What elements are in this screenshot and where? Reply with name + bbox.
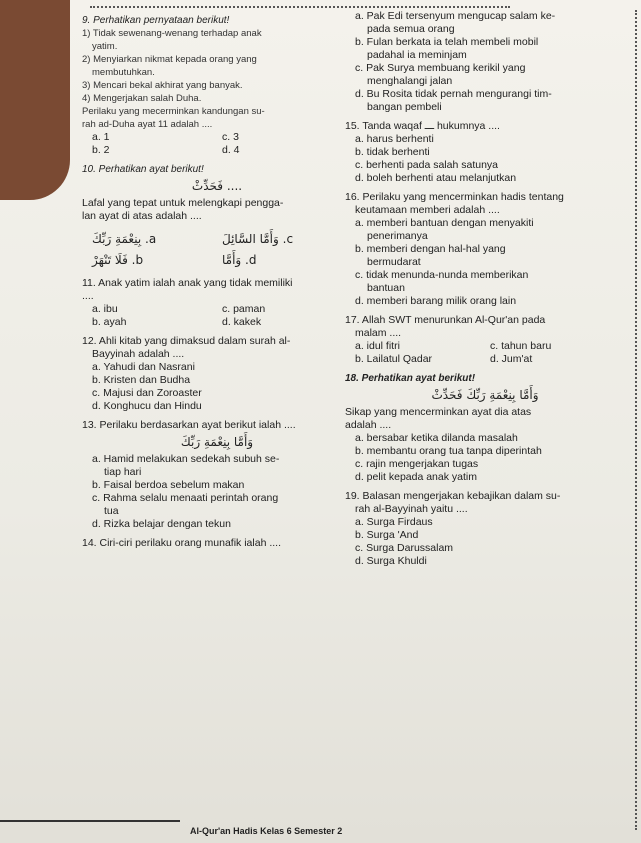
q15-text: 15. Tanda waqaf ـــ hukumnya ....	[345, 120, 500, 132]
q9-option: padahal ia meminjam	[367, 49, 467, 61]
q10-text: lan ayat di atas adalah ....	[82, 210, 202, 222]
question-10	[82, 163, 352, 271]
q9-option: c. 3	[222, 131, 239, 143]
q16-text: 16. Perilaku yang mencerminkan hadis tentang	[345, 191, 564, 203]
q9-option: menghalangi jalan	[367, 75, 453, 87]
q15-option: b. tidak berhenti	[355, 146, 430, 158]
question-9-continued	[345, 10, 625, 114]
q14-text: 14. Ciri-ciri perilaku orang munafik ialah ....	[82, 537, 281, 549]
q9-item: 2) Menyiarkan nikmat kepada orang yang	[82, 54, 257, 65]
q12-option: a. Yahudi dan Nasrani	[92, 361, 195, 373]
q18-heading: 18. Perhatikan ayat berikut!	[345, 373, 476, 384]
question-9	[82, 14, 352, 157]
q12-option: d. Konghucu dan Hindu	[92, 400, 202, 412]
left-column	[82, 14, 352, 550]
question-12	[82, 335, 352, 413]
q17-text: 17. Allah SWT menurunkan Al-Qur'an pada	[345, 314, 546, 326]
q9-option: a. Pak Edi tersenyum mengucap salam ke-	[355, 10, 556, 22]
q16-text: keutamaan memberi adalah ....	[355, 204, 500, 216]
q16-option: b. memberi dengan hal-hal yang	[355, 243, 506, 255]
q12-option: b. Kristen dan Budha	[92, 374, 191, 386]
q13-option: b. Faisal berdoa sebelum makan	[92, 479, 245, 491]
footer-rule	[0, 820, 180, 822]
q11-option: d. kakek	[222, 316, 262, 328]
q10-text: Lafal yang tepat untuk melengkapi pengga-	[82, 197, 284, 209]
q9-heading: 9. Perhatikan pernyataan berikut!	[82, 15, 230, 26]
q11-option: c. paman	[222, 303, 266, 315]
q9-item: Perilaku yang mecerminkan kandungan su-	[82, 106, 265, 117]
q18-option: b. membantu orang tua tanpa diperintah	[355, 445, 542, 457]
question-11	[82, 277, 352, 329]
q9-item: 4) Mengerjakan salah Duha.	[82, 93, 202, 104]
q9-option: d. 4	[222, 144, 240, 156]
q9-item: 3) Mencari bekal akhirat yang banyak.	[82, 80, 243, 91]
q10-option: c. وَأَمَّا السَّائِلَ	[222, 232, 294, 246]
background-edge	[0, 0, 70, 200]
q11-dots: ....	[82, 290, 94, 302]
q15-option: c. berhenti pada salah satunya	[355, 159, 499, 171]
q19-text: 19. Balasan mengerjakan kebajikan dalam su-	[345, 490, 561, 502]
q18-text: adalah ....	[345, 419, 392, 431]
q9-item: rah ad-Duha ayat 11 adalah ....	[82, 119, 213, 130]
question-18	[345, 372, 625, 484]
q18-arabic: وَأَمَّا بِنِعْمَةِ رَبِّكَ فَحَدِّثْ	[431, 388, 539, 402]
spiral-binding-right	[625, 10, 637, 830]
q16-option: d. memberi barang milik orang lain	[355, 295, 517, 307]
q12-text: 12. Ahli kitab yang dimaksud dalam surah al-	[82, 335, 291, 347]
q16-option: bantuan	[367, 282, 405, 294]
q13-option: a. Hamid melakukan sedekah subuh se-	[92, 453, 280, 465]
q11-option: a. ibu	[92, 303, 118, 315]
q10-option: a. بِنِعْمَةِ رَبِّكَ	[92, 232, 157, 246]
q9-item: membutuhkan.	[92, 67, 155, 78]
q11-option: b. ayah	[92, 316, 127, 328]
q9-item: 1) Tidak sewenang-wenang terhadap anak	[82, 28, 262, 39]
spiral-binding-top	[90, 0, 510, 8]
q10-heading: 10. Perhatikan ayat berikut!	[82, 164, 204, 175]
q10-option: d. وَأَمَّا	[222, 253, 257, 267]
question-17	[345, 314, 625, 366]
q18-option: d. pelit kepada anak yatim	[355, 471, 477, 483]
q15-option: a. harus berhenti	[355, 133, 434, 145]
q16-option: penerimanya	[367, 230, 428, 242]
q10-arabic: .... فَحَدِّثْ	[191, 179, 243, 193]
q10-option: b. فَلَا تَنْهَرْ	[92, 253, 144, 267]
q16-option: c. tidak menunda-nunda memberikan	[355, 269, 529, 281]
q9-option: bangan pembeli	[367, 101, 442, 113]
q9-option: b. Fulan berkata ia telah membeli mobil	[355, 36, 539, 48]
q13-option: c. Rahma selalu menaati perintah orang	[92, 492, 279, 504]
q18-text: Sikap yang mencerminkan ayat dia atas	[345, 406, 532, 418]
question-16	[345, 191, 625, 308]
q17-option: a. idul fitri	[355, 340, 400, 352]
q12-text: Bayyinah adalah ....	[92, 348, 185, 360]
question-19	[345, 490, 625, 568]
q17-text: malam ....	[355, 327, 402, 339]
q9-option: d. Bu Rosita tidak pernah mengurangi tim-	[355, 88, 552, 100]
q18-option: c. rajin mengerjakan tugas	[355, 458, 479, 470]
q9-option: pada semua orang	[367, 23, 455, 35]
q13-arabic: وَأَمَّا بِنِعْمَةِ رَبِّكَ	[180, 435, 254, 449]
q13-option: tiap hari	[104, 466, 142, 478]
q9-item: yatim.	[92, 41, 118, 52]
q11-text: 11. Anak yatim ialah anak yang tidak memiliki	[82, 277, 293, 289]
q13-option: d. Rizka belajar dengan tekun	[92, 518, 231, 530]
q19-option: b. Surga 'And	[355, 529, 419, 541]
q13-option: tua	[104, 505, 119, 517]
q13-text: 13. Perilaku berdasarkan ayat berikut ialah ....	[82, 419, 296, 431]
q17-option: d. Jum'at	[490, 353, 533, 365]
q19-option: d. Surga Khuldi	[355, 555, 427, 567]
q19-text: rah al-Bayyinah yaitu ....	[355, 503, 468, 515]
question-14	[82, 537, 352, 550]
q19-option: a. Surga Firdaus	[355, 516, 433, 528]
q9-option: a. 1	[92, 131, 110, 143]
page-footer: Al-Qur'an Hadis Kelas 6 Semester 2	[190, 826, 343, 836]
q17-option: b. Lailatul Qadar	[355, 353, 433, 365]
q9-option: b. 2	[92, 144, 110, 156]
q16-option: bermudarat	[367, 256, 421, 268]
right-column	[345, 10, 625, 568]
q12-option: c. Majusi dan Zoroaster	[92, 387, 202, 399]
question-13	[82, 419, 352, 531]
question-15	[345, 120, 625, 185]
q17-option: c. tahun baru	[490, 340, 552, 352]
q16-option: a. memberi bantuan dengan menyakiti	[355, 217, 534, 229]
q15-option: d. boleh berhenti atau melanjutkan	[355, 172, 517, 184]
q18-option: a. bersabar ketika dilanda masalah	[355, 432, 518, 444]
q9-option: c. Pak Surya membuang kerikil yang	[355, 62, 526, 74]
q19-option: c. Surga Darussalam	[355, 542, 454, 554]
